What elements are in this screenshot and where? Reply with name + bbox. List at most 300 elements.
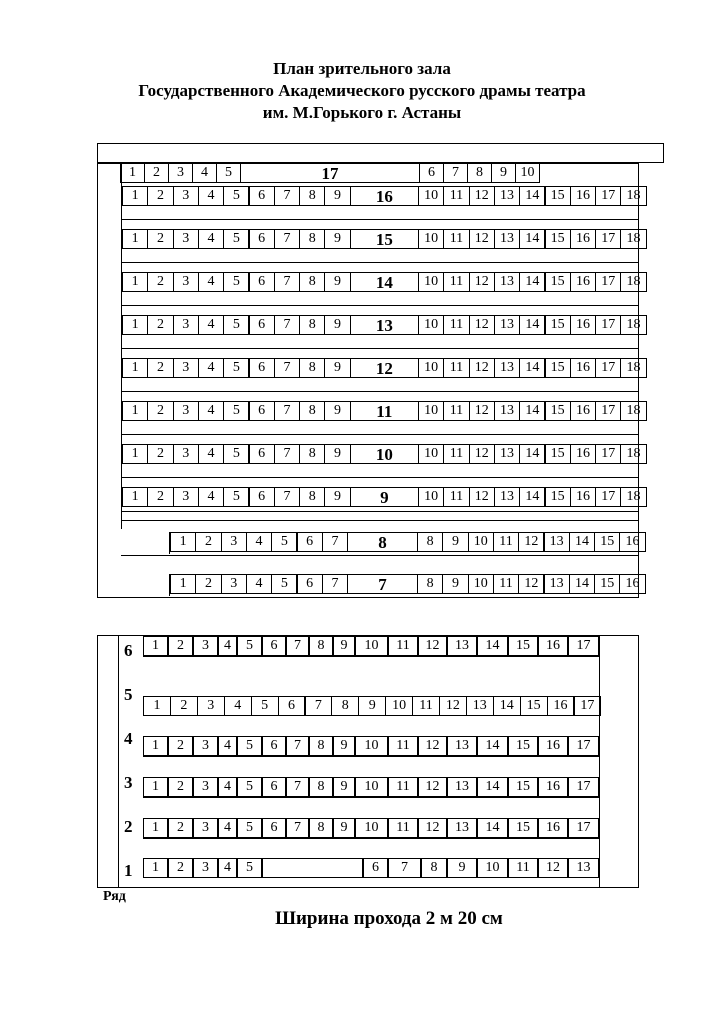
seat: 16 <box>570 487 596 507</box>
seat: 17 <box>568 736 599 756</box>
seat: 14 <box>519 315 545 335</box>
seat: 3 <box>193 777 218 797</box>
seat: 6 <box>278 696 306 716</box>
seat: 15 <box>508 636 538 656</box>
seat: 15 <box>520 696 548 716</box>
seat: 1 <box>122 315 148 335</box>
seat: 14 <box>519 272 545 292</box>
seat: 5 <box>271 574 297 594</box>
seat: 7 <box>274 401 300 421</box>
seat: 4 <box>198 272 224 292</box>
seat: 15 <box>508 818 538 838</box>
row-separator <box>143 756 599 757</box>
seat: 13 <box>494 444 520 464</box>
seat: 10 <box>418 444 444 464</box>
seat: 17 <box>573 696 601 716</box>
seat: 17 <box>595 272 621 292</box>
seat: 18 <box>620 229 646 249</box>
seat: 11 <box>508 858 538 878</box>
row-number: 3 <box>124 773 133 792</box>
seat: 3 <box>193 818 218 838</box>
seat: 8 <box>299 229 325 249</box>
seat: 4 <box>246 532 272 552</box>
row-separator <box>121 555 639 556</box>
seat: 11 <box>443 358 469 378</box>
seat: 17 <box>595 186 621 206</box>
seat: 2 <box>168 858 193 878</box>
seat: 7 <box>286 777 309 797</box>
seat: 7 <box>274 186 300 206</box>
seat: 16 <box>570 401 596 421</box>
seat: 2 <box>147 401 173 421</box>
row-number-cell: 16 <box>350 186 419 206</box>
seat: 9 <box>324 358 350 378</box>
seat: 8 <box>299 186 325 206</box>
seat: 9 <box>324 272 350 292</box>
seat: 6 <box>249 401 275 421</box>
seat: 12 <box>469 229 495 249</box>
seat: 8 <box>309 636 333 656</box>
seat: 12 <box>418 736 447 756</box>
seat: 9 <box>324 315 350 335</box>
seat: 5 <box>237 736 262 756</box>
seat: 4 <box>198 315 224 335</box>
row-number-cell: 8 <box>347 532 418 552</box>
seat: 6 <box>249 487 275 507</box>
seat: 2 <box>147 229 173 249</box>
seat: 10 <box>418 358 444 378</box>
seat: 5 <box>223 272 249 292</box>
seat: 10 <box>355 636 388 656</box>
seat: 7 <box>286 636 309 656</box>
seat: 8 <box>299 444 325 464</box>
seat: 11 <box>388 818 418 838</box>
seat: 18 <box>620 358 646 378</box>
row-number-cell: 15 <box>350 229 419 249</box>
seat: 13 <box>544 574 570 594</box>
seat: 17 <box>595 487 621 507</box>
row-separator <box>121 477 639 478</box>
seat: 4 <box>218 636 237 656</box>
seat: 4 <box>198 186 224 206</box>
seat: 5 <box>237 858 262 878</box>
seat: 7 <box>274 444 300 464</box>
seat: 13 <box>544 532 570 552</box>
seat: 10 <box>418 315 444 335</box>
seat: 11 <box>443 229 469 249</box>
seat: 1 <box>143 858 168 878</box>
row-number-cell: 17 <box>240 163 420 183</box>
seat: 1 <box>122 487 148 507</box>
lower-hall-frame <box>97 635 639 888</box>
seat: 4 <box>198 444 224 464</box>
seat: 4 <box>224 696 252 716</box>
seat: 13 <box>494 401 520 421</box>
seat: 16 <box>619 532 645 552</box>
seat: 14 <box>519 487 545 507</box>
row-number: 4 <box>124 729 133 748</box>
seat: 9 <box>333 777 355 797</box>
lower-right-aisle-line <box>599 635 600 888</box>
seat: 8 <box>331 696 359 716</box>
seat: 7 <box>274 315 300 335</box>
seat: 8 <box>309 818 333 838</box>
seat: 1 <box>143 696 171 716</box>
seat: 11 <box>388 636 418 656</box>
seat: 7 <box>322 532 348 552</box>
seat: 6 <box>249 186 275 206</box>
seat: 15 <box>545 186 571 206</box>
seat: 12 <box>469 444 495 464</box>
seat: 8 <box>417 532 443 552</box>
seat: 12 <box>518 532 544 552</box>
seat: 13 <box>466 696 494 716</box>
seat: 14 <box>519 186 545 206</box>
seat: 2 <box>168 736 193 756</box>
seat: 11 <box>388 777 418 797</box>
row-number-cell: 12 <box>350 358 419 378</box>
seat: 17 <box>595 315 621 335</box>
seat: 15 <box>508 777 538 797</box>
seat: 2 <box>195 574 221 594</box>
seat: 15 <box>594 574 620 594</box>
seat: 3 <box>173 444 199 464</box>
seat: 3 <box>193 736 218 756</box>
upper-left-aisle-line <box>121 163 122 529</box>
seat: 10 <box>355 777 388 797</box>
seat: 13 <box>568 858 599 878</box>
seat: 13 <box>494 229 520 249</box>
seat: 4 <box>198 487 224 507</box>
seat: 16 <box>538 777 568 797</box>
seat: 3 <box>173 401 199 421</box>
seat: 17 <box>568 777 599 797</box>
lower-left-aisle-line <box>118 635 119 888</box>
seat: 5 <box>251 696 279 716</box>
seat: 2 <box>168 818 193 838</box>
row-separator <box>143 838 599 839</box>
seat: 12 <box>469 315 495 335</box>
seat: 13 <box>494 315 520 335</box>
seat: 5 <box>223 315 249 335</box>
seat: 12 <box>518 574 544 594</box>
seat: 16 <box>570 444 596 464</box>
seat: 18 <box>620 315 646 335</box>
seat: 1 <box>143 818 168 838</box>
seat: 17 <box>568 818 599 838</box>
seat: 12 <box>439 696 467 716</box>
seat: 14 <box>519 229 545 249</box>
plan-title-line-3: им. М.Горького г. Астаны <box>262 103 462 122</box>
seat: 11 <box>443 272 469 292</box>
seat: 1 <box>122 358 148 378</box>
seat: 18 <box>620 186 646 206</box>
seat: 9 <box>333 636 355 656</box>
seat: 13 <box>494 272 520 292</box>
seat: 5 <box>271 532 297 552</box>
seat: 14 <box>477 777 508 797</box>
seat: 11 <box>493 574 519 594</box>
seat: 7 <box>388 858 421 878</box>
seat: 3 <box>173 315 199 335</box>
seat: 6 <box>297 532 323 552</box>
seat: 1 <box>170 574 196 594</box>
stage-bar <box>97 143 664 163</box>
seat: 14 <box>519 401 545 421</box>
seat: 8 <box>299 487 325 507</box>
seat: 6 <box>262 736 286 756</box>
seat: 4 <box>218 858 237 878</box>
seat: 10 <box>385 696 413 716</box>
seat: 8 <box>309 736 333 756</box>
seat: 12 <box>418 818 447 838</box>
row-number: 5 <box>124 685 133 704</box>
seat: 16 <box>570 358 596 378</box>
row-separator <box>143 656 599 657</box>
seat: 4 <box>218 818 237 838</box>
seat: 18 <box>620 272 646 292</box>
row-separator <box>143 797 599 798</box>
seat: 10 <box>418 229 444 249</box>
seat: 10 <box>418 401 444 421</box>
seat: 8 <box>299 272 325 292</box>
seat: 9 <box>324 229 350 249</box>
seat: 13 <box>447 777 477 797</box>
seat: 2 <box>147 487 173 507</box>
seat: 12 <box>469 487 495 507</box>
seat: 17 <box>568 636 599 656</box>
seat: 2 <box>168 777 193 797</box>
seat: 7 <box>304 696 332 716</box>
seat: 6 <box>262 636 286 656</box>
seat: 13 <box>494 186 520 206</box>
row-separator <box>121 434 639 435</box>
seat: 3 <box>193 858 218 878</box>
seat: 4 <box>198 401 224 421</box>
seat: 5 <box>223 186 249 206</box>
seat: 1 <box>143 736 168 756</box>
seat: 6 <box>297 574 323 594</box>
balcony-step-line <box>169 574 170 596</box>
seat: 2 <box>168 636 193 656</box>
seat: 8 <box>299 401 325 421</box>
seat: 12 <box>469 186 495 206</box>
seat: 16 <box>547 696 575 716</box>
seat: 7 <box>322 574 348 594</box>
row-number-cell: 13 <box>350 315 419 335</box>
seat: 10 <box>477 858 508 878</box>
seat: 3 <box>168 163 193 183</box>
seat: 12 <box>469 358 495 378</box>
seat: 4 <box>192 163 217 183</box>
seat: 13 <box>447 818 477 838</box>
seat: 11 <box>443 315 469 335</box>
row-number-cell: 11 <box>350 401 419 421</box>
seat: 10 <box>418 487 444 507</box>
seat: 18 <box>620 487 646 507</box>
row-number: 6 <box>124 641 133 660</box>
row-separator <box>121 348 639 349</box>
seat: 7 <box>274 487 300 507</box>
seat: 7 <box>274 358 300 378</box>
seat: 9 <box>491 163 516 183</box>
seat: 2 <box>147 358 173 378</box>
row-number-cell: 7 <box>347 574 418 594</box>
seat: 14 <box>569 574 595 594</box>
seat: 1 <box>122 186 148 206</box>
seat: 8 <box>299 358 325 378</box>
seat: 8 <box>309 777 333 797</box>
seat: 12 <box>538 858 568 878</box>
seat: 5 <box>237 636 262 656</box>
seat: 9 <box>358 696 386 716</box>
seat: 9 <box>324 487 350 507</box>
seat: 4 <box>218 736 237 756</box>
seat: 16 <box>538 636 568 656</box>
seat: 6 <box>419 163 444 183</box>
seat: 9 <box>333 736 355 756</box>
seat: 8 <box>417 574 443 594</box>
seat: 3 <box>173 358 199 378</box>
seat: 5 <box>223 229 249 249</box>
row-number-cell: 10 <box>350 444 419 464</box>
seat: 6 <box>262 818 286 838</box>
seat: 9 <box>324 186 350 206</box>
seat: 15 <box>545 401 571 421</box>
seat: 15 <box>545 444 571 464</box>
seat: 13 <box>494 487 520 507</box>
seat: 10 <box>468 574 494 594</box>
seat: 2 <box>147 315 173 335</box>
seat: 6 <box>249 444 275 464</box>
row-number: 1 <box>124 861 133 880</box>
seat: 14 <box>519 358 545 378</box>
seat: 5 <box>223 444 249 464</box>
seat: 12 <box>418 636 447 656</box>
seat: 6 <box>363 858 388 878</box>
seat: 10 <box>515 163 540 183</box>
seat: 1 <box>120 163 145 183</box>
seat: 7 <box>443 163 468 183</box>
seat: 12 <box>418 777 447 797</box>
seat: 1 <box>122 401 148 421</box>
seat: 12 <box>469 401 495 421</box>
seat: 17 <box>595 358 621 378</box>
seat: 11 <box>493 532 519 552</box>
seat: 16 <box>570 229 596 249</box>
seat: 14 <box>493 696 521 716</box>
seat: 3 <box>197 696 225 716</box>
plan-title-line-2: Государственного Академического русского драмы театра <box>138 81 586 100</box>
seat: 7 <box>286 818 309 838</box>
seat: 10 <box>418 272 444 292</box>
seat: 1 <box>122 444 148 464</box>
seat: 2 <box>195 532 221 552</box>
seat: 15 <box>594 532 620 552</box>
plan-title-line-1: План зрительного зала <box>273 59 451 78</box>
row-label: Ряд <box>103 889 126 904</box>
seat: 11 <box>443 444 469 464</box>
seat: 8 <box>467 163 492 183</box>
seat: 11 <box>443 487 469 507</box>
seat: 17 <box>595 229 621 249</box>
seat: 5 <box>223 401 249 421</box>
row-separator <box>121 391 639 392</box>
seat: 10 <box>355 736 388 756</box>
seat: 3 <box>173 186 199 206</box>
seat: 17 <box>595 401 621 421</box>
seat: 6 <box>249 229 275 249</box>
seat: 16 <box>570 272 596 292</box>
seat: 13 <box>447 736 477 756</box>
seat: 2 <box>144 163 169 183</box>
seat: 14 <box>519 444 545 464</box>
seat: 16 <box>538 818 568 838</box>
seat: 5 <box>216 163 241 183</box>
seat: 15 <box>508 736 538 756</box>
seat: 11 <box>412 696 440 716</box>
seat: 1 <box>122 272 148 292</box>
seat: 1 <box>122 229 148 249</box>
seat: 9 <box>324 444 350 464</box>
seat: 4 <box>246 574 272 594</box>
seat: 16 <box>570 186 596 206</box>
seat: 7 <box>286 736 309 756</box>
seat: 13 <box>494 358 520 378</box>
seat: 6 <box>262 777 286 797</box>
seat: 11 <box>443 401 469 421</box>
seat: 16 <box>538 736 568 756</box>
seat: 18 <box>620 444 646 464</box>
seat: 9 <box>333 818 355 838</box>
seat: 11 <box>443 186 469 206</box>
aisle-width-note: Ширина прохода 2 м 20 см <box>275 908 503 929</box>
seat: 15 <box>545 487 571 507</box>
seat: 10 <box>468 532 494 552</box>
seat: 15 <box>545 358 571 378</box>
seat: 9 <box>324 401 350 421</box>
seat: 11 <box>388 736 418 756</box>
seat: 7 <box>274 272 300 292</box>
row-number-cell: 9 <box>350 487 419 507</box>
seat: 6 <box>249 315 275 335</box>
seat: 17 <box>595 444 621 464</box>
seat: 3 <box>221 532 247 552</box>
seat: 14 <box>477 736 508 756</box>
seat: 2 <box>147 444 173 464</box>
seat: 5 <box>237 818 262 838</box>
seat: 8 <box>421 858 447 878</box>
row-separator <box>121 520 639 521</box>
seat: 1 <box>143 777 168 797</box>
row-number: 2 <box>124 817 133 836</box>
seat: 3 <box>193 636 218 656</box>
row-separator <box>121 262 639 263</box>
seat: 5 <box>223 487 249 507</box>
seat: 2 <box>170 696 198 716</box>
seat <box>262 858 363 878</box>
seat: 4 <box>218 777 237 797</box>
seat: 2 <box>147 186 173 206</box>
row-number-cell: 14 <box>350 272 419 292</box>
seat: 5 <box>223 358 249 378</box>
seat: 15 <box>545 229 571 249</box>
seat: 14 <box>569 532 595 552</box>
seat: 4 <box>198 358 224 378</box>
seat: 3 <box>173 229 199 249</box>
seat: 8 <box>299 315 325 335</box>
seat: 14 <box>477 636 508 656</box>
